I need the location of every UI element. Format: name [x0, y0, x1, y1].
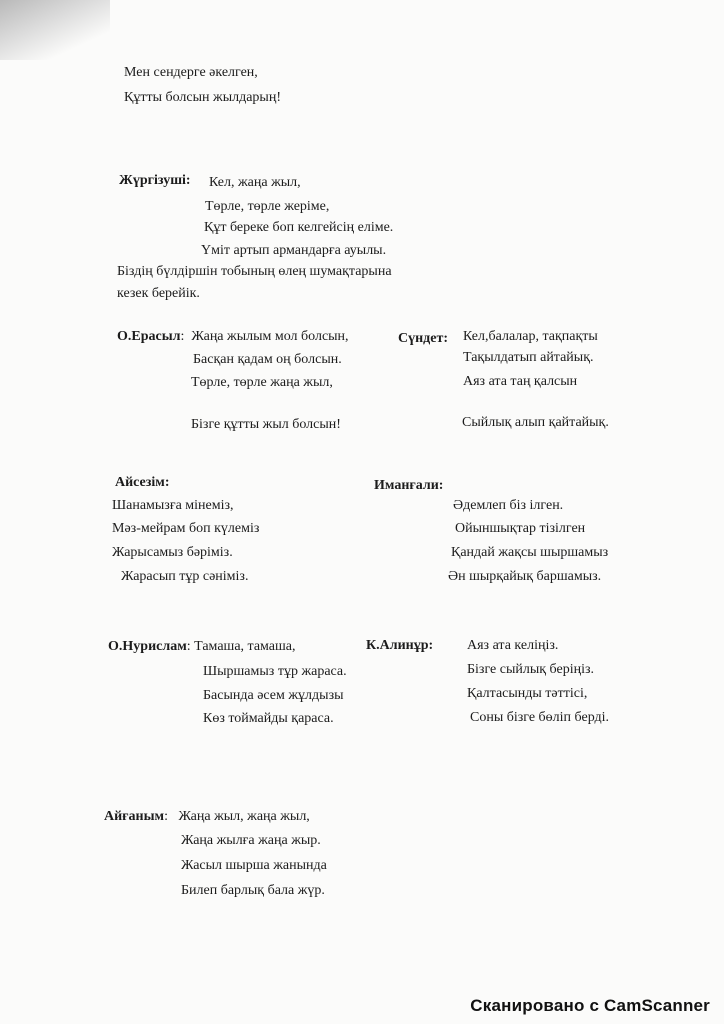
host-line-3: Құт береке боп келгейсің еліме.	[204, 220, 394, 235]
nurislam-line-2: Шыршамыз тұр жараса.	[203, 664, 347, 679]
erasyl-line-1: Жаңа жылым мол болсын,	[191, 329, 349, 344]
host-line-1: Кел, жаңа жыл,	[209, 175, 301, 190]
imangali-line-1: Әдемлеп біз ілген.	[453, 498, 564, 513]
nurislam-speaker: О.Нурислам	[108, 639, 187, 654]
host-line-2: Төрле, төрле жеріме,	[205, 199, 330, 214]
sundet-line-3: Аяз ата таң қалсын	[463, 374, 578, 389]
host-closing-1: Біздің бүлдіршін тобының өлең шумақтарына	[117, 264, 392, 279]
host-line-4: Үміт артып армандарға ауылы.	[201, 243, 387, 258]
erasyl-line-3: Төрле, төрле жаңа жыл,	[191, 375, 333, 390]
alinur-speaker: К.Алинұр:	[366, 638, 434, 653]
sundet-line-1: Кел,балалар, тақпақты	[463, 329, 598, 344]
imangali-line-4: Ән шырқайық баршамыз.	[448, 569, 602, 584]
nurislam-line-1: Тамаша, тамаша,	[194, 639, 296, 654]
camscanner-watermark: Сканировано с CamScanner	[470, 996, 710, 1015]
aisezim-speaker: Айсезім:	[115, 475, 170, 490]
folded-corner-shadow	[0, 0, 110, 60]
aiganym-line-3: Жасыл шырша жанында	[181, 858, 327, 873]
sundet-speaker: Сүндет:	[398, 331, 449, 346]
erasyl-line-2: Басқан қадам оң болсын.	[193, 352, 342, 367]
aisezim-line-4: Жарасып тұр сәніміз.	[121, 569, 249, 584]
aiganym-line-1: Жаңа жыл, жаңа жыл,	[178, 809, 310, 824]
aiganym-speaker: Айғаным	[104, 809, 165, 824]
erasyl-first-line: О.Ерасыл: Жаңа жылым мол болсын,	[117, 329, 349, 344]
alinur-line-2: Бізге сыйлық беріңіз.	[467, 662, 594, 677]
aiganym-first-line: Айғаным: Жаңа жыл, жаңа жыл,	[104, 809, 310, 824]
alinur-line-1: Аяз ата келіңіз.	[467, 638, 559, 653]
sundet-line-4: Сыйлық алып қайтайық.	[462, 415, 609, 430]
alinur-line-3: Қалтасынды тәттісі,	[467, 686, 588, 701]
host-closing-2: кезек берейік.	[117, 286, 200, 301]
sundet-line-2: Тақылдатып айтайық.	[463, 350, 594, 365]
aiganym-line-4: Билеп барлық бала жүр.	[181, 883, 325, 898]
intro-line-2: Құтты болсын жылдарың!	[124, 90, 281, 105]
intro-line-1: Мен сендерге әкелген,	[124, 65, 258, 80]
erasyl-line-4: Бізге құтты жыл болсын!	[191, 417, 341, 432]
aisezim-line-2: Мәз-мейрам боп күлеміз	[112, 521, 260, 536]
nurislam-line-3: Басында әсем жұлдызы	[203, 688, 344, 703]
aisezim-line-1: Шанамызға мінеміз,	[112, 498, 234, 513]
imangali-line-2: Ойыншықтар тізілген	[455, 521, 586, 536]
imangali-line-3: Қандай жақсы шыршамыз	[451, 545, 609, 560]
alinur-line-4: Соны бізге бөліп берді.	[470, 710, 610, 725]
aiganym-line-2: Жаңа жылға жаңа жыр.	[181, 833, 321, 848]
nurislam-line-4: Көз тоймайды қараса.	[203, 711, 334, 726]
nurislam-first-line: О.Нурислам: Тамаша, тамаша,	[108, 639, 296, 654]
imangali-speaker: Иманғали:	[374, 478, 444, 493]
host-speaker: Жүргізуші:	[119, 173, 191, 188]
erasyl-speaker: О.Ерасыл	[117, 329, 181, 344]
aisezim-line-3: Жарысамыз бәріміз.	[112, 545, 233, 560]
